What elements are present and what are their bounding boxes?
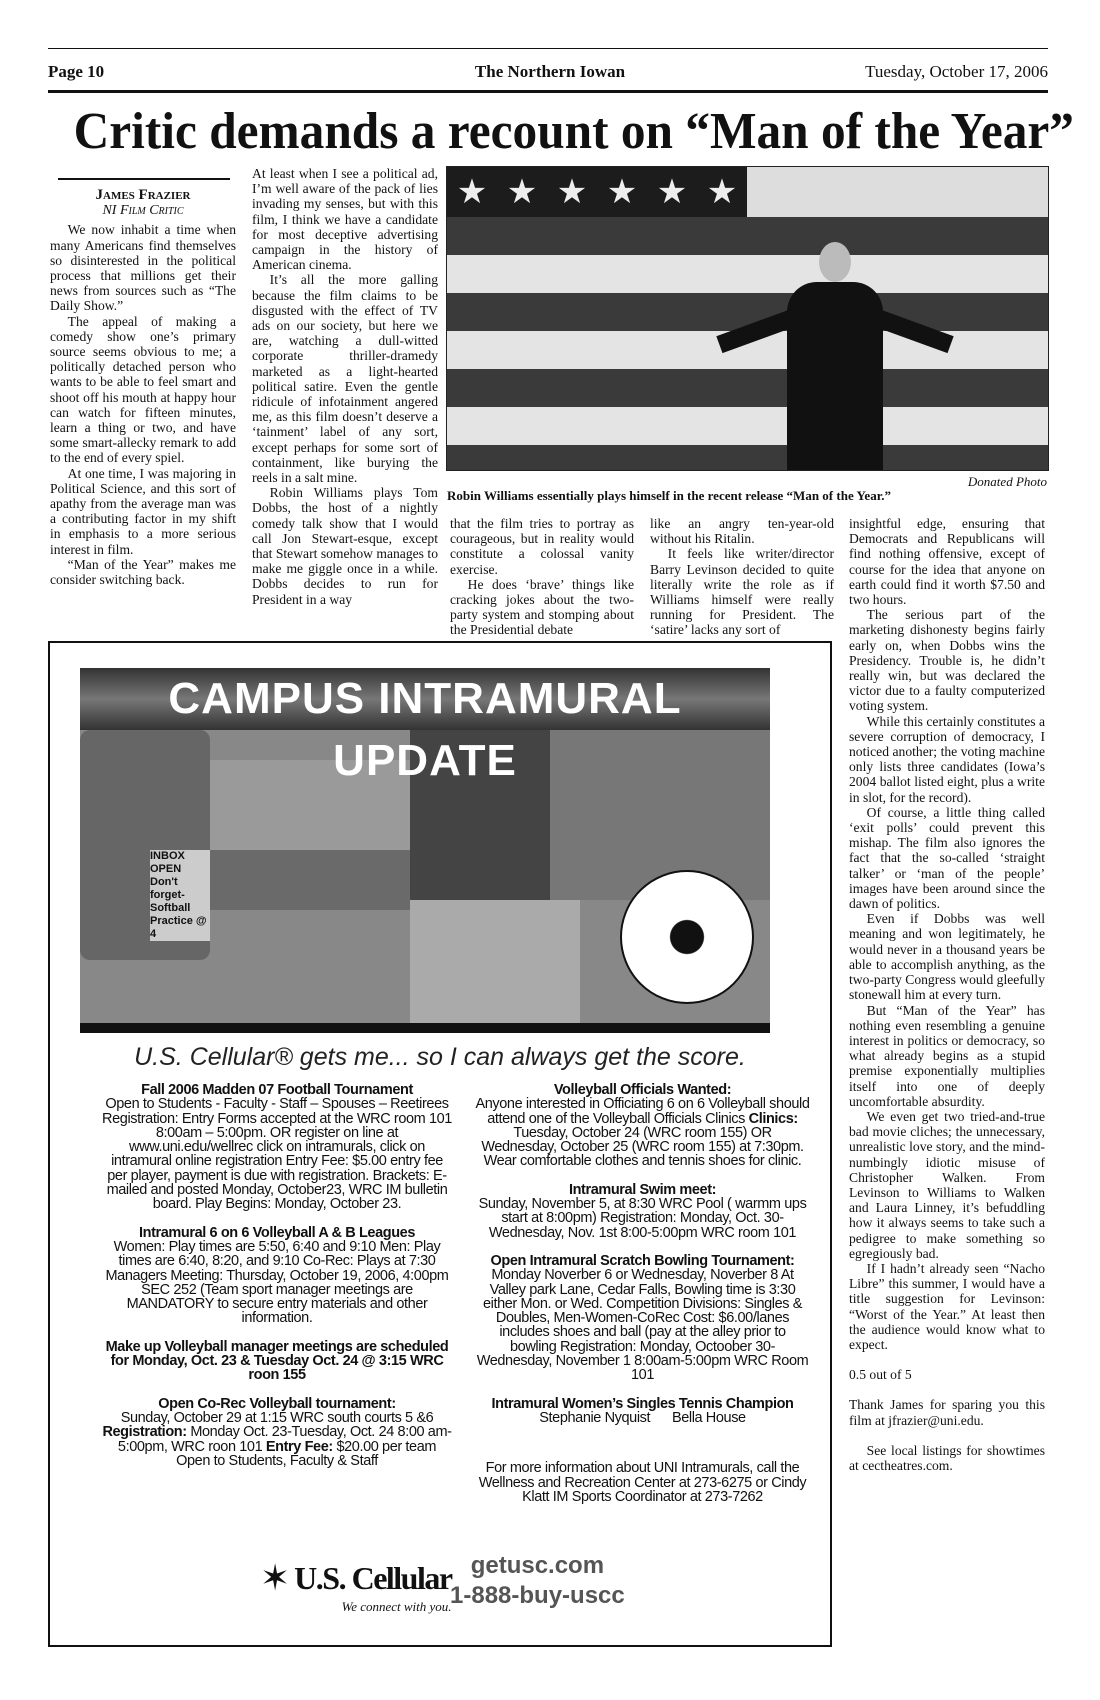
paragraph: He does ‘brave’ things like cracking jokes about the two-party system and stomping about the Presidential debate	[450, 576, 634, 638]
football-title: Fall 2006 Madden 07 Football Tournament	[141, 1082, 413, 1098]
phone-image	[80, 730, 210, 960]
headline: Critic demands a recount on “Man of the Year”	[73, 103, 1074, 160]
paragraph: At least when I see a political ad, I’m well aware of the pack of lies invading my senses, but with this film, I think we have a candidate for most deceptive advertising campaign in the history of American cinema.	[252, 166, 438, 273]
corec-title: Open Co-Rec Volleyball tournament:	[158, 1395, 396, 1412]
ad-left-column	[102, 1083, 452, 1482]
paragraph: It feels like writer/director Barry Levinson decided to quite literally write the role as if Williams himself were really running for President. The ‘satire’ lacks any sort of	[650, 546, 834, 638]
phone-screen-text: INBOX OPEN Don't forget- Softball Practice @ 4	[150, 850, 210, 941]
website-link[interactable]: getusc.com	[470, 1552, 605, 1579]
corec-registration: Monday Oct. 23-Tuesday, Oct. 24 8:00 am-5:00pm, WRC roon 101	[117, 1424, 452, 1455]
phone-number: 1-888-buy-uscc	[450, 1582, 625, 1609]
corec-details: Sunday, October 29 at 1:15 WRC south courts 5 &6	[120, 1409, 434, 1426]
paragraph: Of course, a little thing called ‘exit polls’ could prevent this mishap. The film also ignores the fact that the so-called ‘straight talker’ or ‘man of the people’ images have been around since the dawn of politics.	[849, 804, 1045, 912]
paragraph: The appeal of making a comedy show one’s primary source seems obvious to me; a politically detached person who wants to be able to feel smart and shoot off his mouth at happy hour can watch for fifteen minutes, learn a thing or two, and have some smart-allecky remark to add to the end of every spiel.	[50, 313, 236, 466]
bowling-details: Monday Noverber 6 or Wednesday, Noverber 8 At Valley park Lane, Cedar Falls, Bowling time is 3:30 either Mon. or Wed. Competition Divisions: Singles & Doubles, Men-Women-CoRec Cost: $6.00/lanes includes shoes and ball (pay at the alley prior to bowling Registration: Monday, Octoober 30-Wednesday, November 1 8:00am-5:00pm WRC Room 101	[476, 1267, 809, 1384]
ad-right-column	[475, 1083, 810, 1518]
byline-rule	[58, 178, 230, 180]
soccer-ball-image	[620, 870, 754, 1004]
tennis-winner: Stephanie Nyquist	[539, 1409, 651, 1426]
paragraph: We now inhabit a time when many Americans find themselves so disinterested in the political process that millions get their news from sources such as “The Daily Show.”	[50, 222, 236, 314]
header-rule	[48, 90, 1048, 93]
top-rule	[48, 48, 1048, 49]
paragraph: like an angry ten-year-old without his Ritalin.	[650, 516, 834, 547]
paragraph: that the film tries to portray as courageous, but in reality would constitute a colossal vanity exercise.	[450, 516, 634, 577]
article-column-5	[849, 516, 1045, 1473]
ad-banner: CAMPUS INTRAMURAL UPDATE	[80, 668, 770, 730]
issue-date: Tuesday, October 17, 2006	[865, 62, 1048, 81]
paragraph: But “Man of the Year” has nothing even resembling a genuine interest in politics or democracy, so what already begins as a stupid premise exponentially multiplies itself into one of deeply uncomfortable absurdity.	[849, 1002, 1045, 1109]
paragraph: We even get two tried-and-true bad movie cliches; the unnecessary, unrealistic love story, and the mind-numbingly idiotic misuse of Christopher Walken. From Levinson to Williams to Walken and Laura Linney, it’s befuddling how it always seems to take such a pedigree to make something so egregiously bad.	[849, 1108, 1045, 1261]
article-photo	[446, 166, 1049, 471]
clinics-details: Tuesday, October 24 (WRC room 155) OR Wednesday, October 25 (WRC room 155) at 7:30pm. Wear comfortable clothes and tennis shoes for clinic.	[481, 1124, 804, 1170]
clinics-label: Clinics:	[748, 1110, 798, 1127]
page-number: Page 10	[48, 62, 105, 81]
author-name: James Frazier	[95, 187, 191, 203]
paragraph: The serious part of the marketing dishonesty begins fairly early on, when Dobbs wins the Presidency. Trouble is, he didn’t really win, but was declared the victor due to a faulty computerized voting system.	[849, 607, 1045, 714]
swim-details: Sunday, November 5, at 8:30 WRC Pool ( warmm ups start at 8:00pm) Registration: Monday, Oct. 30-Wednesday, Nov. 1st 8:00-5:00pm WRC room 101	[478, 1196, 807, 1241]
volleyball-leagues-details: Women: Play times are 5:50, 6:40 and 9:10 Men: Play times are 6:40, 8:20, and 9:10 Co-Rec: Plays at 7:30 Managers Meeting: Thursday, October 19, 2006, 4:00pm SEC 252 (Team sport manager meetings are MANDATORY to secure entry materials and other information.	[105, 1238, 449, 1327]
football-details: Open to Students - Faculty - Staff – Spouses – Reetirees Registration: Entry Forms accepted at the WRC room 101 8:00am – 5:00pm. OR register on line at www.uni.edu/wellrec click on intramurals, click on intramural online registration Entry Fee: $5.00 entry fee per player, payment is due with registration. Brackets: E-mailed and posted Monday, October23, WRC IM bulletin board. Play Begins: Monday, October 23.	[102, 1096, 452, 1213]
logo-slogan: We connect with you.	[341, 1599, 452, 1614]
us-cellular-logo	[260, 1558, 452, 1615]
paragraph: “Man of the Year” makes me consider switching back.	[50, 556, 236, 588]
corec-fee-label: Entry Fee:	[265, 1438, 333, 1455]
article-column-2	[252, 166, 438, 607]
article-column-3	[450, 516, 634, 638]
volleyball-leagues-title: Intramural 6 on 6 Volleyball A & B Leagues	[139, 1224, 415, 1241]
paragraph: Even if Dobbs was well meaning and won legitimately, he would never in a thousand years be able to accomplish anything, as the two-party Congress would gleefully stonewall him at every turn.	[849, 911, 1045, 1003]
ad-tagline: U.S. Cellular® gets me... so I can always get the score.	[134, 1043, 746, 1071]
article-column-4	[650, 516, 834, 638]
showtimes-note: See local listings for showtimes at cectheatres.com.	[849, 1442, 1045, 1473]
article-column-1	[50, 166, 236, 587]
collage-shield-base	[80, 1023, 770, 1033]
author-contact: Thank James for sparing you this film at jfrazier@uni.edu.	[849, 1397, 1045, 1428]
photo-caption: Robin Williams essentially plays himself in the recent release “Man of the Year.”	[447, 488, 892, 503]
intramural-advertisement	[48, 641, 832, 1647]
paragraph: While this certainly constitutes a severe corruption of democracy, I noticed another; the voting machine only lists three candidates (Iowa’s 2004 ballot listed eight, plus a write in slot, for the record).	[849, 713, 1045, 805]
paragraph: At one time, I was majoring in Political Science, and this sort of apathy from the average man was a contributing factor in my shift in emphasis to a more serious interest in film.	[50, 465, 236, 557]
photo-credit: Donated Photo	[967, 474, 1047, 489]
corec-fee: $20.00 per team Open to Students, Faculty & Staff	[176, 1438, 437, 1469]
paragraph: It’s all the more galling because the film claims to be disgusted with the effect of TV ads on our society, but here we are, watching a dull-witted corporate thriller-dramedy marketed as a light-hearted political satire. Even the gentle ridicule of infotainment angered me, as this film doesn’t deserve a ‘tainment’ label of any sort, except perhaps for some sort of containment, like burying the reels in a salt mine.	[252, 272, 438, 486]
ad-contact	[450, 1551, 625, 1611]
officials-details: Anyone interested in Officiating 6 on 6 Volleyball should attend one of the Volleyball Officials Clinics	[475, 1096, 810, 1127]
more-info: For more information about UNI Intramurals, call the Wellness and Recreation Center at 273-6275 or Cindy Klatt IM Sports Coordinator at 273-7262	[478, 1460, 807, 1505]
star-swoosh-icon: ✶	[260, 1558, 291, 1599]
author-title: NI Film Critic	[102, 203, 184, 219]
corec-registration-label: Registration:	[102, 1424, 187, 1441]
paragraph: Robin Williams plays Tom Dobbs, the host of a nightly comedy talk show that I would call Jon Stewart-esque, except that Stewart somehow manages to make me giggle once in a while. Dobbs decides to run for President in a way	[252, 485, 438, 607]
tennis-title: Intramural Women’s Singles Tennis Champion	[491, 1395, 794, 1412]
logo-name: U.S. Cellular	[294, 1560, 452, 1596]
paragraph: If I hadn’t already seen “Nacho Libre” this summer, I would have a title suggestion for Levinson: “Worst of the Year.” At least then the audience would know what to expect.	[849, 1260, 1045, 1352]
paragraph: insightful edge, ensuring that Democrats and Republicans will find nothing offensive, except of course for the idea that anyone on earth could find it worth $7.50 and two hours.	[849, 516, 1045, 608]
tennis-winner: Bella House	[671, 1409, 746, 1426]
rating: 0.5 out of 5	[849, 1367, 912, 1383]
makeup-meetings-note: Make up Volleyball manager meetings are scheduled for Monday, Oct. 23 & Tuesday Oct. 24 @ 3:15 WRC roon 155	[105, 1338, 449, 1384]
bowling-title: Open Intramural Scratch Bowling Tournament:	[490, 1252, 795, 1269]
swim-title: Intramural Swim meet:	[568, 1181, 717, 1198]
newspaper-name: The Northern Iowan	[474, 62, 626, 81]
officials-title: Volleyball Officials Wanted:	[553, 1082, 732, 1098]
flag-stars: ★ ★ ★ ★ ★ ★	[447, 167, 747, 217]
